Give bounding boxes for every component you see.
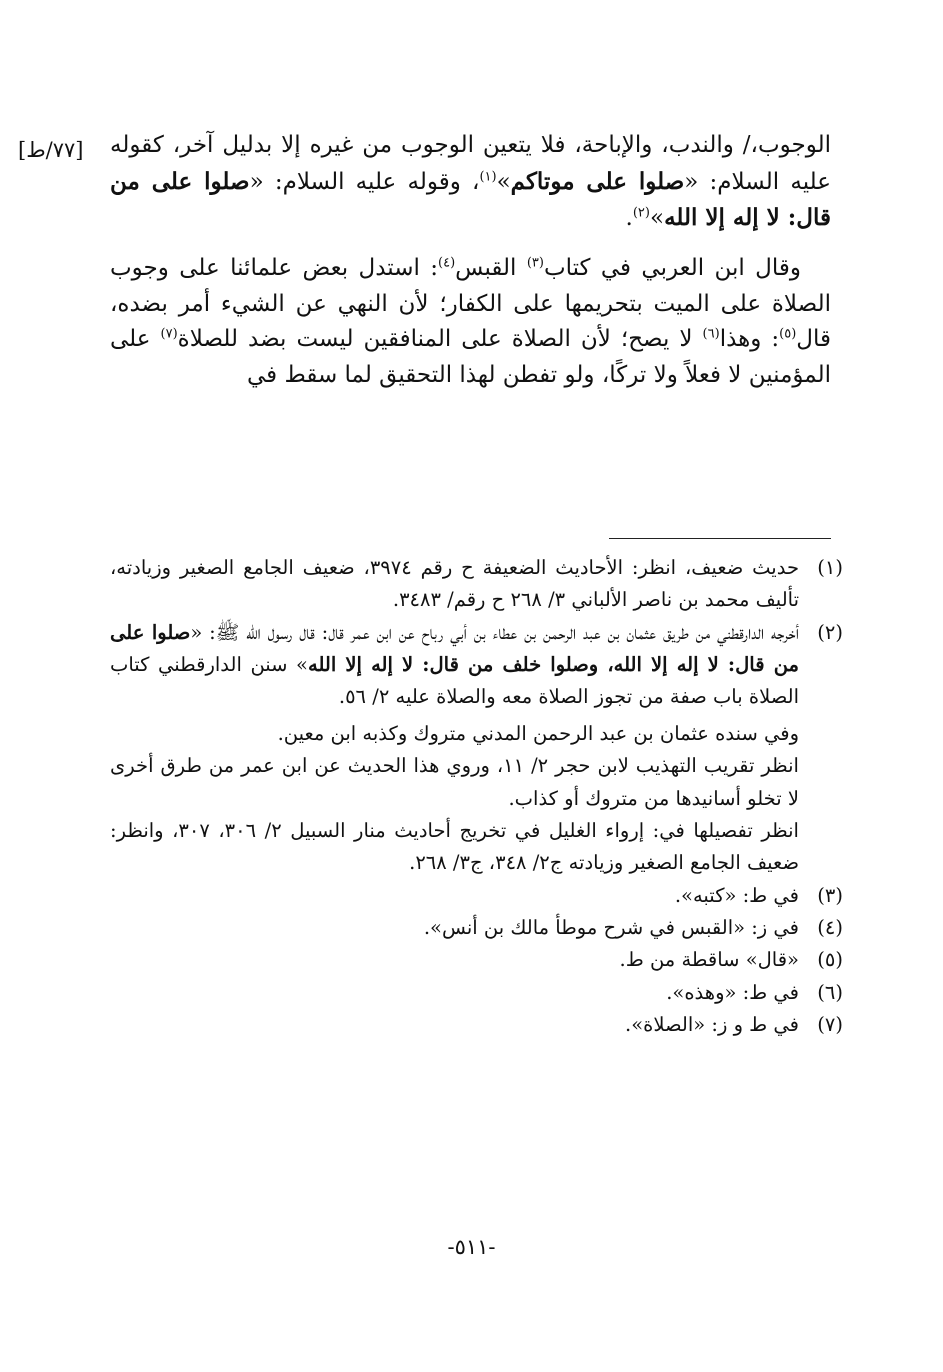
footnote-text: في ط و ز: «الصلاة». <box>625 1013 799 1037</box>
hadith-quote: صلوا على موتاكم <box>510 167 685 195</box>
footnote-5 <box>110 944 843 976</box>
text-run: وقال ابن العربي في كتاب <box>543 254 802 281</box>
text-run: ، وقوله عليه السلام: « <box>249 168 480 195</box>
page-number: -٥١١- <box>447 1235 496 1259</box>
footnote-text <box>110 617 799 714</box>
footnote-number: (٦) <box>817 980 843 1004</box>
text-run: لا يصح؛ لأن الصلاة على المنافقين ليست بضد للصلاة <box>177 326 703 353</box>
footnote-number: (٤) <box>817 915 843 939</box>
footnote-number: (٢) <box>817 620 843 644</box>
text-run: » <box>649 205 665 232</box>
footnote-7 <box>110 1009 843 1041</box>
footnote-number: (٧) <box>817 1013 843 1037</box>
footnote-6 <box>110 977 843 1009</box>
text-run: : استدل بعض علمائنا على وجوب الصلاة على الميت بتحريمها على الكفار؛ لأن النهي عن الشيء أمر بضده، قال <box>110 254 832 353</box>
footnote-3 <box>110 880 843 912</box>
footnote-reference: (٣) <box>526 255 544 271</box>
footnote-2-continuation: وفي سنده عثمان بن عبد الرحمن المدني متروك وكذبه ابن معين. <box>277 721 799 745</box>
main-paragraph-1 <box>110 128 831 237</box>
footnote-reference: (٤) <box>438 255 456 271</box>
footnote-number: (٣) <box>817 883 843 907</box>
footnote-number: (٥) <box>817 948 843 972</box>
footnotes-section <box>110 552 843 1041</box>
text-run: على المؤمنين لا فعلاً ولا تركًا، ولو تفطن لهذا التحقيق لما سقط في <box>110 326 831 388</box>
footnote-reference: (٥) <box>779 326 797 342</box>
footnote-reference: (٢) <box>632 205 650 221</box>
main-paragraph-2 <box>110 251 831 394</box>
manuscript-folio-marker: [٧٧/ط] <box>18 138 84 162</box>
footnote-text: في ط: «كتبه». <box>674 883 799 907</box>
text-run: . <box>625 205 633 232</box>
footnote-text: حديث ضعيف، انظر: الأحاديث الضعيفة ح رقم ٣٩٧٤، ضعيف الجامع الصغير وزيادته، تأليف محمد بن ناصر الألباني ٣/ ٢٦٨ ح رقم/ ٣٤٨٣. <box>110 556 799 612</box>
hadith-quote: صلوا على من قال: لا إله إلا الله <box>110 167 831 232</box>
main-text-body <box>110 128 831 393</box>
footnote-number: (١) <box>817 556 843 579</box>
footnote-2 <box>110 617 843 714</box>
text-run: » <box>496 168 511 195</box>
footnote-text: في ز: «القبس في شرح موطأ مالك بن أنس». <box>423 915 799 939</box>
text-run: أخرجه الدارقطني من طريق عثمان بن عبد الرحمن بن عطاء بن أبي رباح عن ابن عمر قال: قال رسول الله ﷺ: « <box>190 620 799 644</box>
footnote-text: في ط: «وهذه». <box>666 980 799 1004</box>
footnote-1 <box>110 552 843 617</box>
footnote-separator <box>609 538 831 539</box>
text-run: » سنن الدارقطني كتاب الصلاة باب صفة من تجوز الصلاة معه والصلاة عليه ٢/ ٥٦. <box>110 653 799 709</box>
footnote-text: «قال» ساقطة من ط. <box>619 948 799 972</box>
text-run: : وهذا <box>719 326 780 353</box>
footnote-4 <box>110 912 843 944</box>
footnote-reference: (١) <box>479 168 497 184</box>
footnote-2-continuation: انظر تفصيلها في: إرواء الغليل في تخريج أحاديث منار السبيل ٢/ ٣٠٦، ٣٠٧، وانظر: ضعيف الجامع الصغير وزيادته ج٢/ ٣٤٨، ج٣/ ٢٦٨. <box>110 818 799 875</box>
footnote-reference: (٧) <box>160 326 178 342</box>
hadith-quote: صلوا على من قال: لا إله إلا الله، وصلوا خلف من قال: لا إله إلا الله <box>110 620 799 677</box>
text-run: الوجوب،/ والندب، والإباحة، فلا يتعين الوجوب من غيره إلا بدليل آخر، كقوله عليه السلام: « <box>110 132 831 195</box>
footnote-2-continuation: انظر تقريب التهذيب لابن حجر ٢/ ١١، وروي هذا الحديث عن ابن عمر من طرق أخرى لا تخلو أسانيدها من متروك أو كذاب. <box>110 754 799 810</box>
text-run: القبس <box>455 254 527 281</box>
footnote-reference: (٦) <box>702 326 720 342</box>
